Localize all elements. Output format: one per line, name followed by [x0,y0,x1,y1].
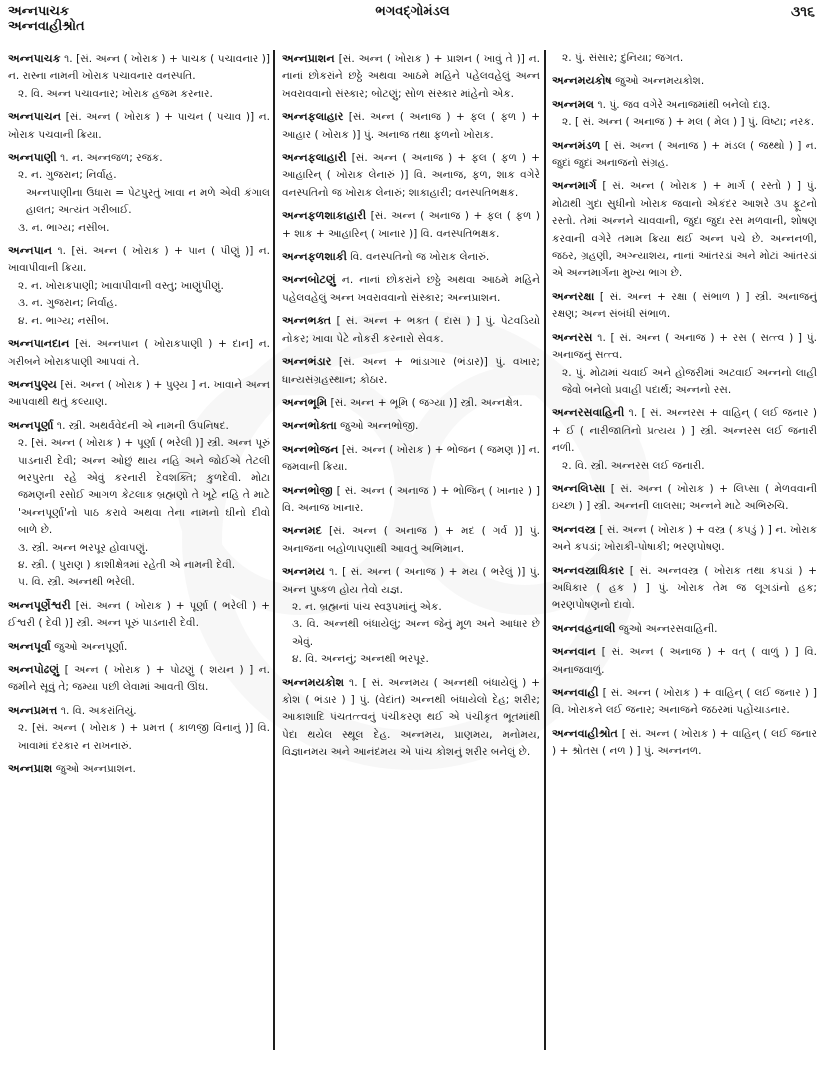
entry-text: ૧. વિ. અકરાંતિયું. [60,704,137,717]
entry-headword: અન્નમય [282,565,325,579]
entry-sense [8,720,270,755]
entry-headword: અન્નરસ [552,330,593,344]
dictionary-entry [8,597,270,633]
entry-definition [8,335,270,371]
entry-definition [552,684,817,720]
entry-text: જુઓ અન્નપ્રાશન. [55,763,136,776]
dictionary-entry [8,417,270,592]
entry-sense [8,540,270,557]
entry-definition [552,725,817,761]
entry-headword: અન્નફળશાકી [282,250,347,264]
page-number: ૩૧૬ [790,4,815,20]
entry-definition [282,149,540,202]
dictionary-entry [282,441,540,477]
entry-text: જુઓ અન્નભોજી. [340,420,419,433]
entry-definition [282,312,540,348]
entry-sense [8,278,270,295]
dictionary-entry [552,137,817,173]
entry-definition [282,482,540,518]
entry-text: ૧. સ્ત્રી. અથર્વવેદની એ નામની ઉપનિષદ. [56,419,229,432]
dictionary-entry [8,760,270,778]
entry-headword: અન્નપુણ્ય [8,377,57,391]
entry-headword: અન્નવાન [552,645,596,659]
entry-text: ૨. પું. સંસાર; દુનિયા; જગત. [562,52,684,64]
entry-definition [282,522,540,558]
entry-headword: અન્નમયકોષ [552,74,612,88]
entry-definition [552,404,817,457]
dictionary-entry [552,50,817,67]
entry-text: જુઓ અન્નપૂર્ણા. [54,640,128,653]
entry-headword: અન્નફલાહાર [282,110,344,124]
dictionary-entry [552,96,817,132]
entry-text: ૧. [ સં. અન્ન ( અનાજ ) + મય ( ભરેલું )] પું. અન્ન પુષ્કળ હોય તેવો યજ્ઞ. [282,566,540,596]
dictionary-entry [552,177,817,282]
entry-headword: અન્નપાચન [8,110,62,124]
dictionary-entry [282,417,540,435]
dictionary-entry [282,522,540,558]
entry-text: [સં. અન્ન + ભૂમિ ( જગ્યા )] સ્ત્રી. અન્નક્ષેત્ર. [330,396,523,409]
dictionary-entry [552,725,817,761]
entry-text: [સં. અન્ન ( અનાજ ) + મદ ( ગર્વ )] પું. અનાજના બહોળાપણાથી આવતું અભિમાન. [282,525,540,555]
entry-text: [સં. અન્ન ( અનાજ ) + ફલ ( ફળ ) + આહારિન્ ( ખોરાક લેનારું )] વિ. અનાજ, ફળ, શાક વગેરે વનસ્પતિનો જ ખોરાક લેનારું; શાકાહારી; વનસ્પતિભક્ષક. [282,152,540,199]
dictionary-entry [552,480,817,516]
entry-definition [552,620,817,638]
page-header [0,0,825,46]
entry-text: ૨. ન. ગુજરાન; નિર્વાહ. [18,169,117,182]
entry-sense [8,167,270,184]
entry-text: ૨. ન. ખોરાકપાણી; ખાવાપીવાની વસ્તુ; ખાણુંપીણું. [18,279,224,292]
entry-text: [સં. અન્ન ( ખોરાક ) + પુણ્ય ] ન. ખાવાને અન્ન આપવાથી થતું કલ્યાણ. [8,378,270,409]
entry-text: ૩. ન. ગુજરાન; નિર્વાહ. [18,297,118,310]
dictionary-entry [282,312,540,348]
entry-text: વિ. વનસ્પતિનો જ ખોરાક લેનારું. [350,251,490,264]
dictionary-entry [282,248,540,266]
dictionary-entry [8,661,270,697]
dictionary-entry [552,521,817,557]
entry-text: ૩. ન. ભાગ્ય; નસીબ. [18,221,110,234]
guide-word-first: અન્નપાચક [8,4,70,19]
entry-sense [552,50,817,67]
entry-sense [8,220,270,237]
entry-headword: અન્નલિપ્સા [552,481,606,495]
entry-sense [552,458,817,475]
entry-headword: અન્નવસ્ત્રાધિકાર [552,563,625,577]
entry-text: [ સં. અન્ન + ભક્ત ( દાસ ) ] પું. પેટવડિયો નોકર; ખાવા પેટે નોકરી કરનારો સેવક. [282,315,540,345]
entry-sense [8,313,270,330]
dictionary-entry [8,376,270,412]
entry-headword: અન્નપ્રાશ [8,762,53,776]
dictionary-entry [282,108,540,144]
entry-definition [8,661,270,697]
entry-headword: અન્નપૂર્વા [8,639,51,653]
dictionary-entry [282,394,540,412]
entry-headword: અન્નમંડળ [552,138,601,152]
dictionary-entry [552,562,817,615]
entry-headword: અન્નમયકોશ [282,675,345,689]
entry-text: [ સં. અન્નવસ્ત્ર ( ખોરાક તથા કપડાં ) + અધિકાર ( હક ) ] પું. ખોરાક તેમ જ લૂગડાંનો હક; ભરણપોષણનો દાવો. [552,564,817,612]
entry-text: [સં. અન્ન ( ખોરાક ) + પાચન ( પચાવ )] ન. ખોરાક પચવાની ક્રિયા. [8,111,270,141]
entry-text: ન. નાનાં છોકરાંને છઠ્ઠે અથવા આઠમે મહિને પહેલવહેલું અન્ન ખવરાવવાનો સંસ્કાર; અન્નપ્રાશન. [282,274,540,304]
entry-text: જુઓ અન્નમયકોશ. [615,75,705,88]
entry-text: [સં. અન્ન ( અનાજ ) + ફલ ( ફળ ) + આહાર ( ખોરાક )] પું. અનાજ તથા ફળનો ખોરાક. [282,111,540,141]
entry-headword: અન્નવાહી [552,686,599,699]
dictionary-entry [552,404,817,475]
entry-definition [552,72,817,90]
entry-text: ૧. [ સં. અન્ન ( અનાજ ) + રસ ( સત્ત્વ ) ] પું. અનાજનું સત્ત્વ. [552,331,817,362]
entry-headword: અન્નપાચક [8,52,61,65]
entry-text: ૨. [ સં. અન્ન ( અનાજ ) + મલ ( મેલ ) ] પું. વિષ્ટા; નરક. [562,116,815,129]
entry-text: ૨. વિ. અન્ન પચાવનાર; ખોરાક હજમ કરનાર. [18,87,213,100]
entry-headword: અન્નમલ [552,97,595,111]
entry-text: ૪. વિ. અન્નનું; અન્નથી ભરપૂર. [292,653,429,666]
entry-headword: અન્નબોટણું [282,273,336,287]
entry-headword: અન્નપાણી [8,151,57,165]
entry-definition [282,108,540,144]
entry-text: ૧. [ સં. અન્નરસ + વાહિન્ ( લઈ જનાર ) + ઈ ( નારીજાતિનો પ્રત્યય ) ] સ્ત્રી. અન્નરસ લઈ જનારી નળી. [552,407,817,455]
entry-sense [552,365,817,400]
entry-definition [552,329,817,365]
entry-text: ૪. સ્ત્રી. ( પુરાણ ) કાશીક્ષેત્રમાં રહેતી એ નામની દેવી. [18,558,236,571]
entry-headword: અન્નવાહીશ્રોત [552,726,618,740]
entry-definition [8,597,270,633]
entry-headword: અન્નભોક્તા [282,419,337,433]
entry-text: અન્નપાણીના ઉધારા = પેટપુરતું ખાવા ન મળે એવી કંગાલ હાલત; અત્યંત ગરીબાઈ. [26,186,270,217]
dictionary-entry [552,684,817,720]
entry-definition [8,108,270,144]
entry-sense [8,86,270,103]
dictionary-entry [282,271,540,307]
entry-sense [8,435,270,539]
entry-text: [ અન્ન ( ખોરાક ) + પોઢણું ( શયન ) ] ન. જમીને સૂવું તે; જમ્યા પછી લેવામાં આવતી ઊંઘ. [8,664,270,694]
guide-word-last: અન્નવાહીશ્રોત [8,19,85,34]
entry-headword: અન્નપાનદાન [8,337,70,351]
entry-definition [8,242,270,278]
entry-text: [ સં. અન્ન + રક્ષા ( સંભાળ ) ] સ્ત્રી. અનાજનું રક્ષણ; અન્ન સંબંધી સંભાળ. [552,290,817,321]
entry-headword: અન્નમદ [282,524,322,538]
dictionary-entry [282,674,540,762]
entry-definition [8,702,270,720]
entry-headword: અન્નરક્ષા [552,289,595,303]
entry-text: [સં. અન્ન + ભાંડાગાર (ભંડાર)] પું. વખાર; ધાન્યસંગ્રહસ્થાન; કોઠાર. [282,356,540,386]
entry-text: ૧. [ સં. અન્નમય ( અન્નથી બંધાયેલું ) + કોશ ( ભંડાર ) ] પું. (વેદાંત) અન્નથી બંધાયેલો દેહ; શરીર; આકાશાદિ પંચતત્ત્વનું પંચીકરણ થઈ એ પંચીકૃત ભૂતમાંથી પેદા થયેલ સ્થૂલ દેહ. અન્નમય, પ્રાણમય, મનોમય, વિજ્ઞાનમય અને આનંદમય એ પાંચ કોશનું શરીર બનેલું છે. [282,676,540,759]
entry-headword: અન્નપોઢણું [8,663,60,676]
entry-text: [ સં. અન્ન ( અનાજ ) + વત્ ( વાળું ) ] વિ. અનાજવાળું. [552,646,817,676]
entry-text: [સં. અન્ન ( અનાજ ) + ફલ ( ફળ ) + શાક + આહારિન્ ( ખાનાર )] વિ. વનસ્પતિભક્ષક. [282,210,540,240]
running-title: ભગવદ્ગોમંડલ [375,4,450,19]
column-2 [282,50,540,1080]
entry-headword: અન્નફળશાકાહારી [282,209,367,223]
entry-headword: અન્નવસ્ત્ર [552,522,596,536]
entry-definition [552,521,817,557]
entry-headword: અન્નપૂર્ણેશ્વરી [8,598,71,612]
entry-headword: અન્નરસવાહિની [552,406,625,420]
entry-text: [ સં. અન્ન ( અનાજ ) + મંડલ ( જથ્થો ) ] ન. જુદાં જુદાં અનાજનો સંગ્રહ. [552,139,817,170]
entry-sense [8,574,270,591]
entry-headword: અન્નભંડાર [282,355,332,369]
entry-headword: અન્નપ્રાશન [282,52,335,65]
column-1 [8,50,270,1080]
entry-text: [ સં. અન્ન ( અનાજ ) + ભોજિન્ ( ખાનાર ) ] વિ. અનાજ ખાનાર. [282,484,540,514]
entry-definition [8,50,270,86]
entry-sense [552,114,817,131]
entry-headword: અન્નભોજી [282,483,333,497]
entry-sense [282,616,540,651]
entry-text: ૧. પું. જવ વગેરે અનાજમાંથી બનેલો દારૂ. [597,98,771,111]
dictionary-entry [552,620,817,638]
entry-definition [8,376,270,412]
dictionary-entry [8,242,270,330]
entry-definition [282,674,540,762]
entry-definition [552,177,817,282]
entry-text: ૨. [સં. અન્ન ( ખોરાક ) + પ્રમત્ત ( કાળજી વિનાનું )] વિ. ખાવામાં દરકાર ન રાખનારું. [18,722,270,752]
entry-text: ૧. [સં. અન્ન ( ખોરાક ) + પાચક ( પચાવનાર )] ન. રાસ્ના નામની ખોરાક પચાવનાર વનસ્પતિ. [8,53,270,83]
dictionary-entry [282,482,540,518]
dictionary-entry [282,149,540,202]
entry-headword: અન્નભૂમિ [282,395,328,409]
dictionary-entry [282,353,540,389]
entry-text: જુઓ અન્નરસવાહિની. [618,622,718,635]
dictionary-entry [8,702,270,755]
dictionary-entry [8,50,270,103]
entry-text: ૧. ન. અન્નજળ; રજક. [60,152,163,165]
entry-text: [ સં. અન્ન ( ખોરાક ) + વાહિન્ ( લઈ જનાર ) ] વિ. ખોરાકને લઈ જનાર; અનાજને જઠરમાં પહોંચાડનાર. [552,687,817,717]
dictionary-entry [552,72,817,90]
dictionary-entry [8,638,270,656]
entry-definition [552,562,817,615]
entry-sense [282,651,540,668]
dictionary-entry [8,108,270,144]
entry-definition [282,248,540,266]
entry-text: [સં. અન્ન ( ખોરાક ) + ભોજન ( જમણ )] ન. જમવાની ક્રિયા. [282,443,540,474]
entry-definition [282,417,540,435]
dictionary-entry [8,149,270,237]
entry-definition [8,760,270,778]
entry-text: [સં. અન્ન ( ખોરાક ) + પ્રાશન ( ખાવું તે )] ન. નાનાં છોકરાંને છઠ્ઠે અથવા આઠમે મહિને પહેલવહેલું અન્ન ખવરાવવાનો સંસ્કાર; બોટણું; સોળ સંસ્કાર માંહેનો એક. [282,53,540,100]
entry-headword: અન્નપૂર્ણા [8,418,54,432]
dictionary-entry [282,207,540,243]
entry-definition [552,96,817,114]
entry-idiom [8,185,270,220]
entry-sense [8,295,270,312]
entry-headword: અન્નભક્ત [282,314,332,328]
entry-definition [282,271,540,307]
dictionary-entry [8,335,270,371]
entry-text: [ સં. અન્ન ( ખોરાક ) + માર્ગ ( રસ્તો ) ] પું. મોઢાથી ગુદા સુધીનો ખોરાક જવાનો એકંદર આશરે ૩૫ ફૂટનો રસ્તો. તેમાં અન્નને ચાવવાની, જુદા જુદા રસ મળવાની, શોષણ કરવાની વગેરે તમામ ક્રિયા થઈ અન્ન પચે છે. અન્નનળી, જઠર, ગ્રહણી, અગ્ન્યાશય, નાનાં આંતરડાં અને મોટાં આંતરડાં એ અન્નમાર્ગના મુખ્ય ભાગ છે. [552,180,817,280]
entry-headword: અન્નમાર્ગ [552,179,597,193]
entry-sense [8,557,270,574]
entry-definition [282,207,540,243]
entry-text: ૧. [સં. અન્ન ( ખોરાક ) + પાન ( પીણું )] ન. ખાવાપીવાની ક્રિયા. [8,245,270,275]
entry-definition [282,394,540,412]
entry-sense [282,599,540,616]
entry-definition [282,50,540,103]
entry-text: ૩. વિ. અન્નથી બંધાયેલું; અન્ન જેનું મૂળ અને આધાર છે એવું. [292,618,540,648]
dictionary-entry [282,50,540,103]
column-3 [552,50,817,1080]
entry-definition [282,441,540,477]
entry-definition [8,638,270,656]
entry-text: ૩. સ્ત્રી. અન્ન ભરપૂર હોવાપણું. [18,541,149,554]
entry-definition [552,643,817,679]
dictionary-entry [282,563,540,668]
entry-definition [282,563,540,599]
entry-text: ૨. [સં. અન્ન ( ખોરાક ) + પૂર્ણા ( ભરેલી )] સ્ત્રી. અન્ન પૂરું પાડનારી દેવી; અન્ન ઓછું થાય નહિ અને જોઈએ તેટલી ભરપુરતા રહે એવું કરનારી દેવશક્તિ; કુળદેવી. મોટા જમણની રસોઈ આગળ કેટલાક બ્રહ્મણો તે ખૂટે નહિ તે માટે 'અન્નપૂર્ણા'નો પાઠ કરાવે અથવા તેના નામનો ઘીનો દીવો બાળે છે. [18,437,270,537]
entry-definition [552,137,817,173]
entry-headword: અન્નપાન [8,244,53,258]
entry-text: ૨. વિ. સ્ત્રી. અન્નરસ લઈ જનારી. [562,459,705,472]
entry-text: [સં. અન્નપાન ( ખોરાકપાણી ) + દાન] ન. ગરીબને ખોરાકપાણી આપવાં તે. [8,338,270,368]
entry-text: ૪. ન. ભાગ્ય; નસીબ. [18,314,110,327]
entry-definition [552,480,817,516]
dictionary-entry [552,329,817,400]
entry-text: ૫. વિ. સ્ત્રી. અન્નથી ભરેલી. [18,576,135,589]
entry-text: ૨. પું. મોઢામાં ચવાઈ અને હોજરીમાં અટવાઈ અન્નનો લાહી જેવો બનેલો પ્રવાહી પદાર્થ; અન્નનો રસ. [562,366,817,396]
entry-headword: અન્નવહનાલી [552,621,616,635]
entry-text: ૨. ન. બ્રહ્મનાં પાંચ સ્વરૂપમાંનું એક. [292,600,442,613]
dictionary-entry [552,643,817,679]
entry-headword: અન્નફલાહારી [282,151,347,165]
dictionary-entry [552,288,817,324]
entry-definition [552,288,817,324]
entry-text: [ સં. અન્ન ( ખોરાક ) + વસ્ત્ર ( કપડું ) ] ન. ખોરાક અને કપડાં; ખોરાકી-પોષાકી; ભરણપોષણ. [552,523,817,554]
entry-text: [ સં. અન્ન ( ખોરાક ) + લિપ્સા ( મેળવવાની ઇચ્છા ) ] સ્ત્રી. અન્નની લાલસા; અન્નને માટે અભિરુચિ. [552,482,817,513]
entry-headword: અન્નભોજન [282,442,339,456]
dictionary-columns [0,50,825,1080]
entry-definition [282,353,540,389]
entry-definition [8,149,270,167]
entry-definition [8,417,270,435]
entry-text: [ સં. અન્ન ( ખોરાક ) + વાહિન્ ( લઈ જનાર ) + શ્રોતસ ( નળ ) ] પું. અન્નનળ. [552,727,817,758]
entry-headword: અન્નપ્રમત્ત [8,703,58,717]
entry-text: [સં. અન્ન ( ખોરાક ) + પૂર્ણા ( ભરેલી ) + ઈશ્વરી ( દેવી )] સ્ત્રી. અન્ન પૂરું પાડનારી દેવી. [8,599,270,630]
